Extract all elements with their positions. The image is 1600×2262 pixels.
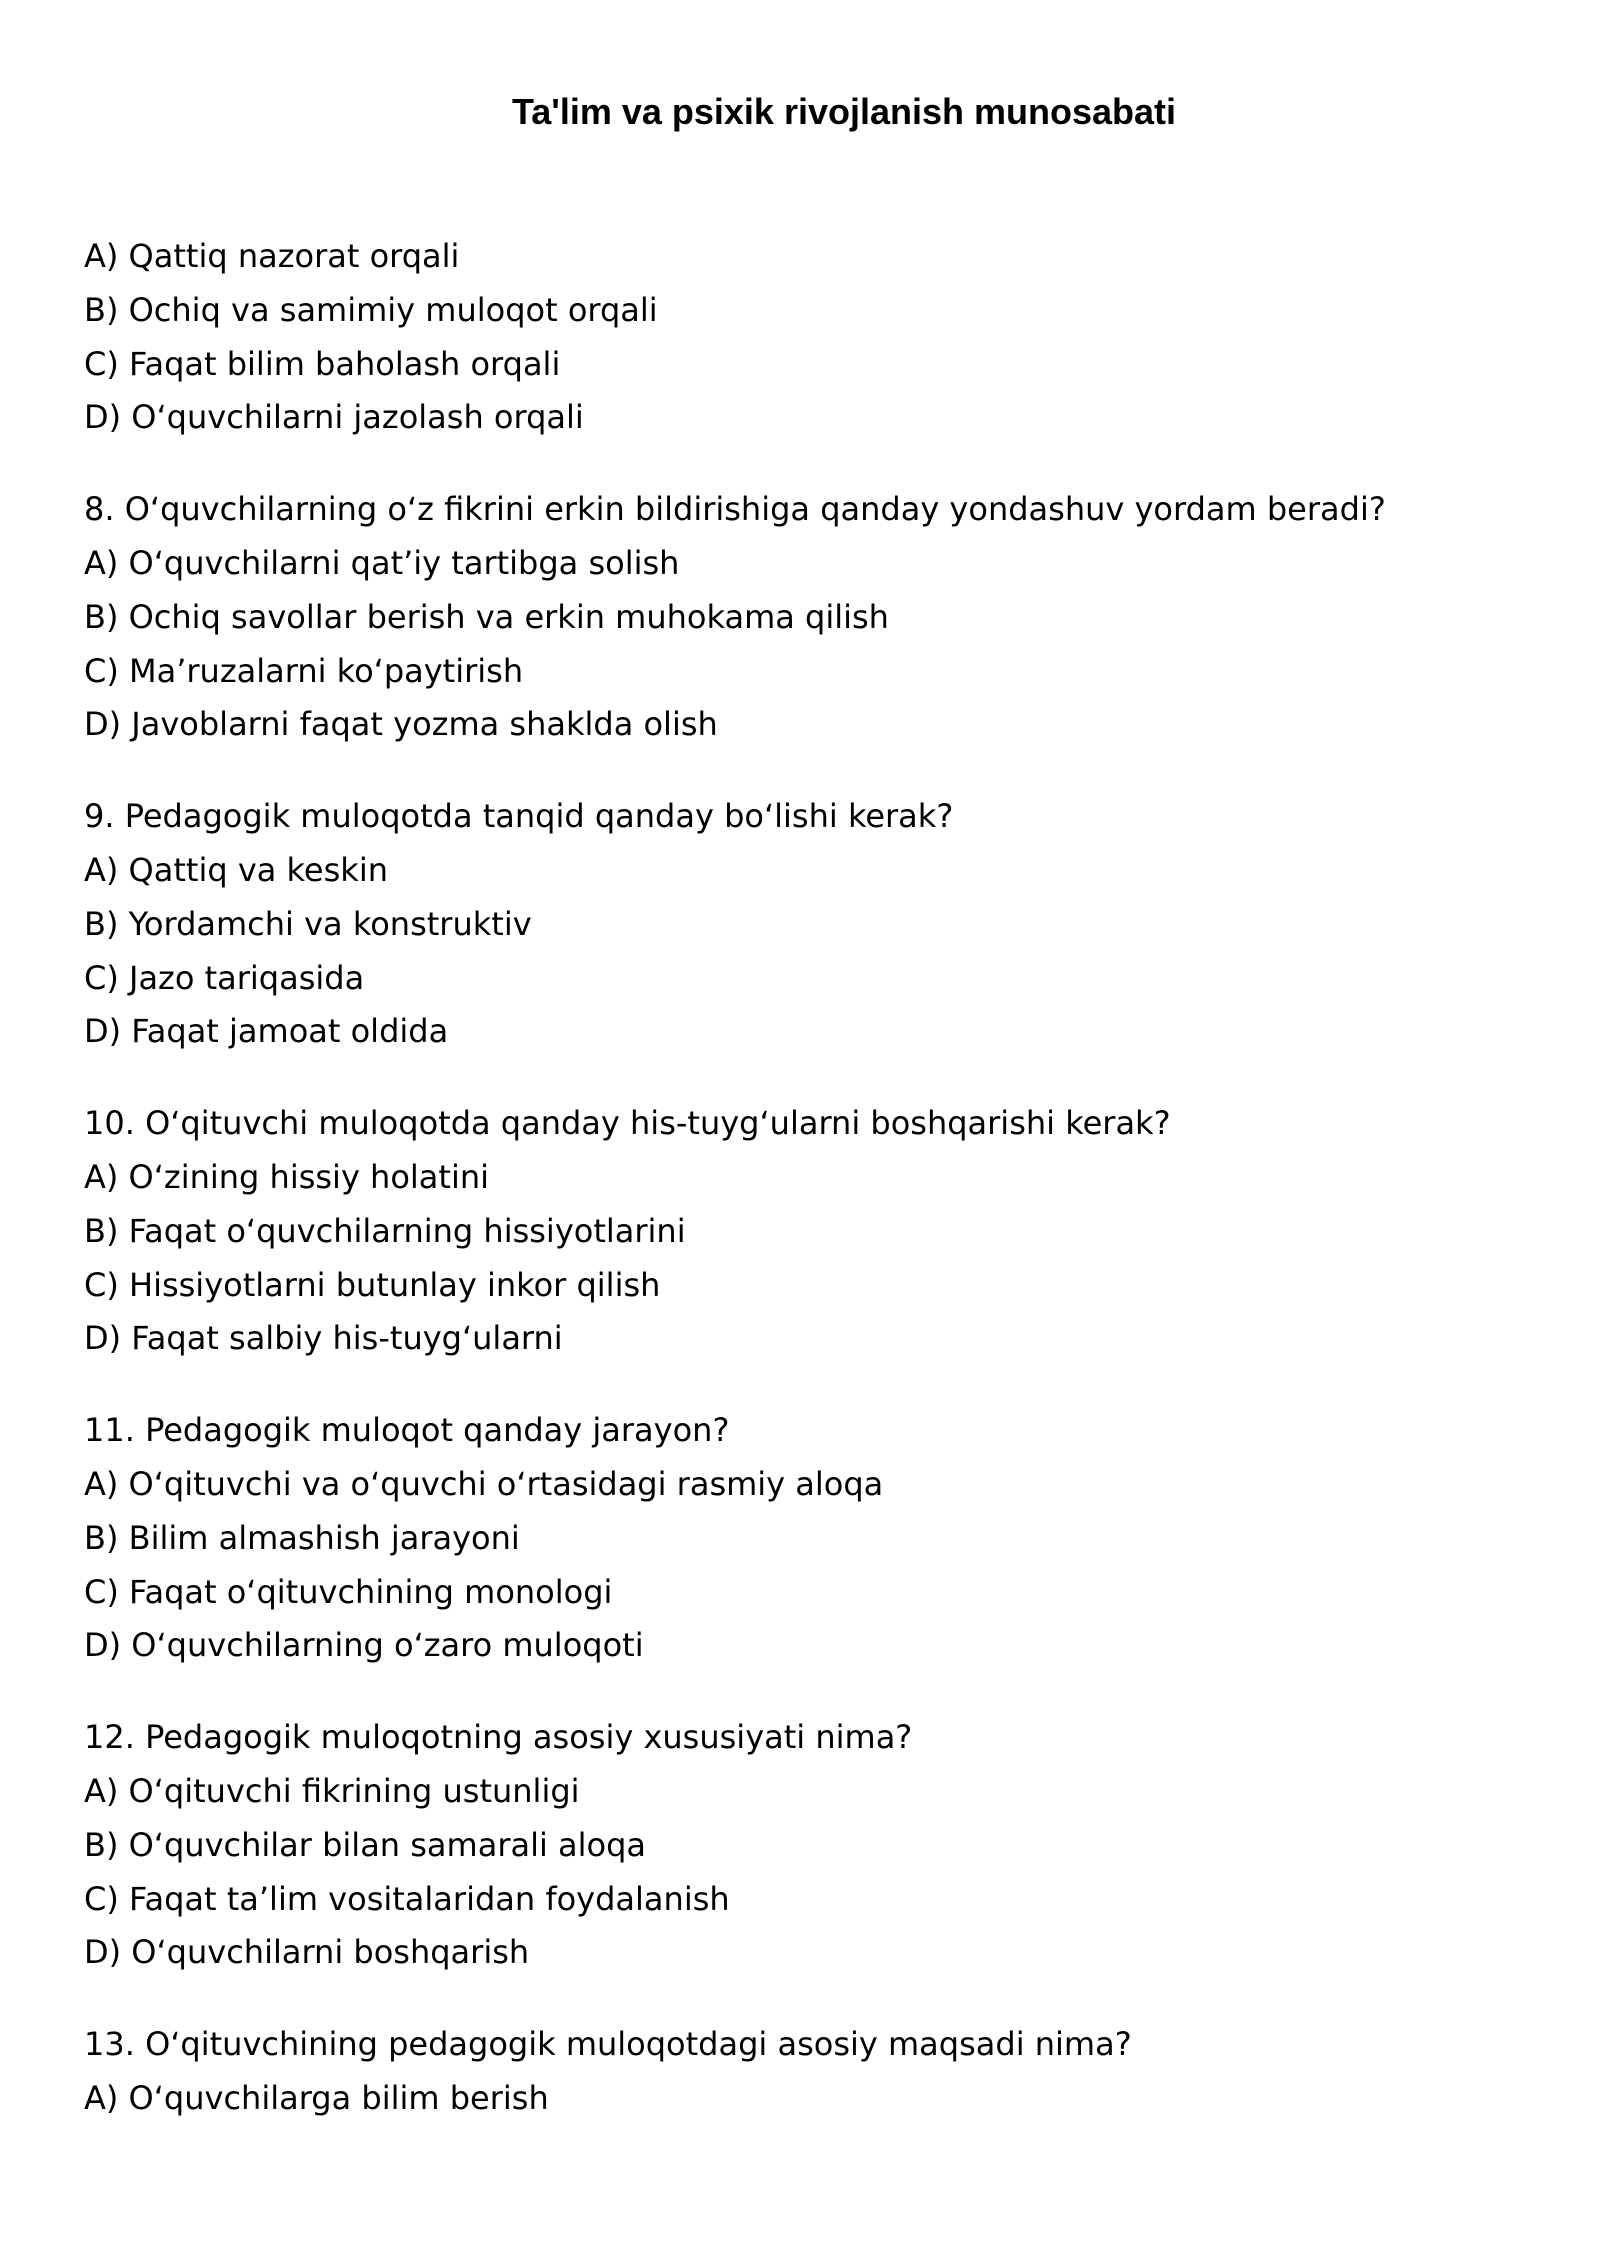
option-b: B) Bilim almashish jarayoni <box>84 1518 520 1557</box>
option-c: C) Faqat bilim baholash orqali <box>84 344 561 383</box>
option-c: C) Faqat o‘qituvchining monologi <box>84 1572 613 1611</box>
option-a: A) O‘zining hissiy holatini <box>84 1157 490 1196</box>
option-a: A) O‘quvchilarni qat’iy tartibga solish <box>84 543 680 582</box>
option-c: C) Ma’ruzalarni ko‘paytirish <box>84 651 524 690</box>
question-block-12 <box>84 1711 1564 1980</box>
option-d: D) Faqat salbiy his-tuyg‘ularni <box>84 1319 563 1358</box>
option-a: A) O‘quvchilarga bilim berish <box>84 2078 549 2117</box>
option-c: C) Faqat ta’lim vositalaridan foydalanish <box>84 1879 730 1918</box>
option-c: C) Hissiyotlarni butunlay inkor qilish <box>84 1265 661 1304</box>
option-d: D) O‘quvchilarni jazolash orqali <box>84 398 584 437</box>
option-b: B) Ochiq savollar berish va erkin muhokama qilish <box>84 597 889 636</box>
option-a: A) Qattiq va keskin <box>84 850 388 889</box>
option-b: B) Ochiq va samimiy muloqot orqali <box>84 290 658 329</box>
option-c: C) Jazo tariqasida <box>84 958 365 997</box>
option-b: B) O‘quvchilar bilan samarali aloqa <box>84 1825 647 1864</box>
question-text: 8. O‘quvchilarning o‘z fikrini erkin bildirishiga qanday yondashuv yordam beradi? <box>84 490 1386 529</box>
question-block-11 <box>84 1404 1564 1673</box>
question-text: 10. O‘qituvchi muloqotda qanday his-tuyg‘ularni boshqarishi kerak? <box>84 1104 1171 1143</box>
option-d: D) O‘quvchilarni boshqarish <box>84 1933 530 1972</box>
option-a: A) Qattiq nazorat orqali <box>84 237 460 275</box>
option-d: D) O‘quvchilarning o‘zaro muloqoti <box>84 1626 644 1665</box>
question-text: 9. Pedagogik muloqotda tanqid qanday bo‘lishi kerak? <box>84 797 954 836</box>
option-a: A) O‘qituvchi va o‘quvchi o‘rtasidagi rasmiy aloqa <box>84 1464 884 1503</box>
question-text: 12. Pedagogik muloqotning asosiy xususiyati nima? <box>84 1718 913 1757</box>
option-b: B) Faqat o‘quvchilarning hissiyotlarini <box>84 1211 686 1250</box>
question-block-8 <box>84 483 1564 752</box>
option-d: D) Faqat jamoat oldida <box>84 1012 449 1051</box>
question-block-13 <box>84 2018 1564 2126</box>
option-d: D) Javoblarni faqat yozma shaklda olish <box>84 705 718 744</box>
question-text: 13. O‘qituvchining pedagogik muloqotdagi asosiy maqsadi nima? <box>84 2025 1132 2064</box>
question-block-9 <box>84 790 1564 1059</box>
document-title: Ta'lim va psixik rivojlanish munosabati <box>511 91 1177 132</box>
question-block-7 <box>84 230 1564 445</box>
option-a: A) O‘qituvchi fikrining ustunligi <box>84 1771 580 1810</box>
question-text: 11. Pedagogik muloqot qanday jarayon? <box>84 1411 730 1450</box>
document-body <box>84 230 1564 2164</box>
option-b: B) Yordamchi va konstruktiv <box>84 904 532 943</box>
question-block-10 <box>84 1097 1564 1366</box>
